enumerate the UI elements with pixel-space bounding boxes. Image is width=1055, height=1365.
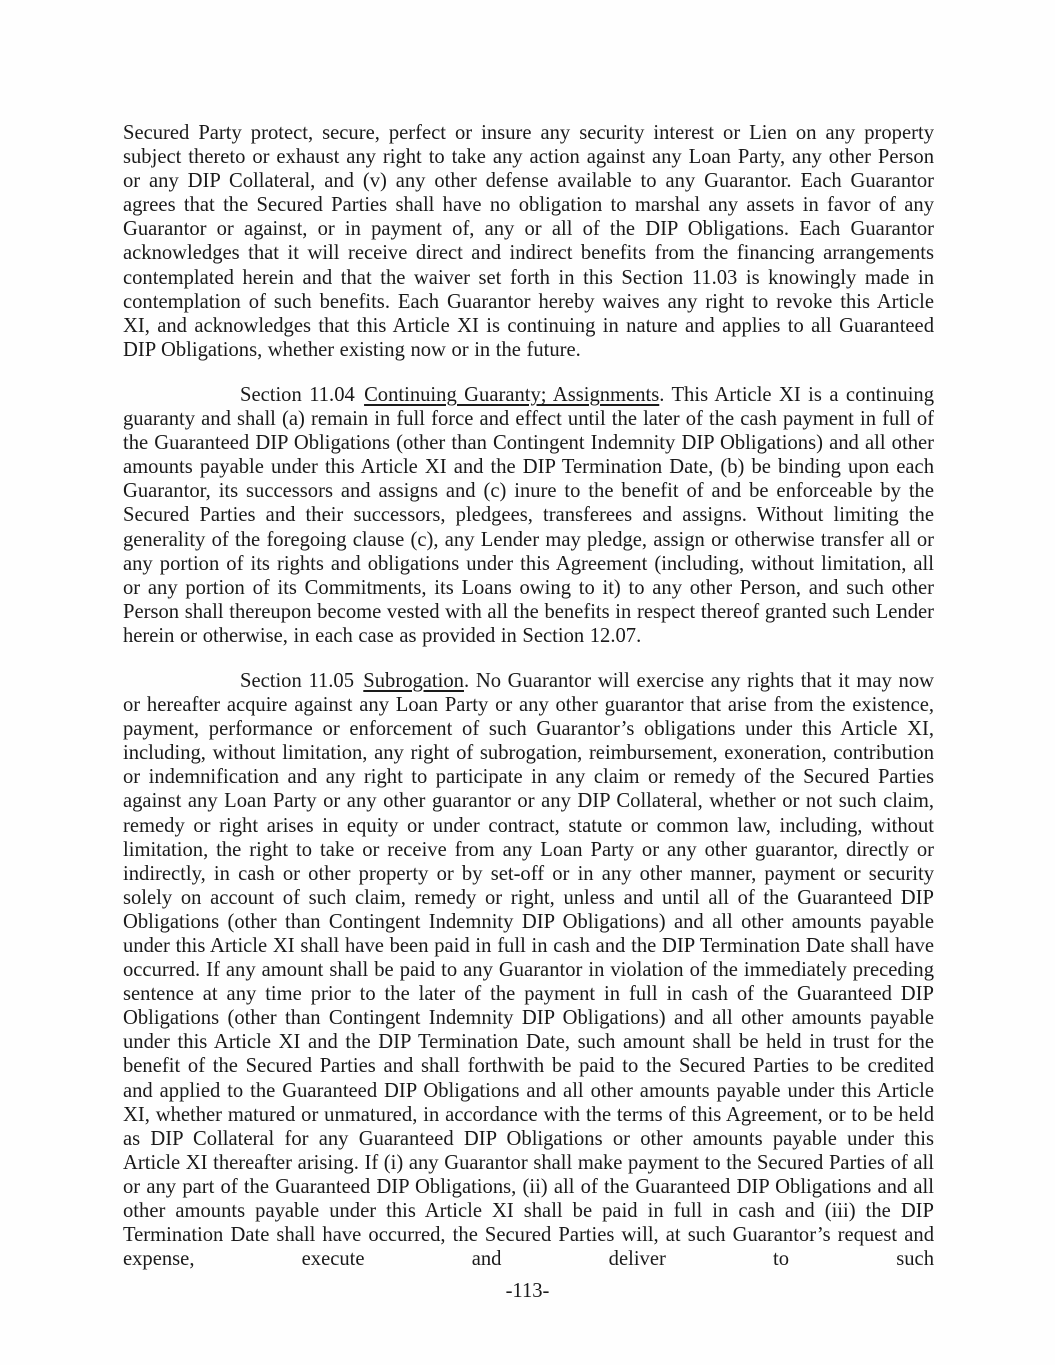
paragraph-text: . This Article XI is a continuing guaranty and shall (a) remain in full force and effect until the later of the cash payment in full of the Guaranteed DIP Obligations (other than Contingent Indemnity DIP Obligations) and all other amounts payable under this Article XI and the DIP Termination Date, (b) be binding upon each Guarantor, its successors and assigns and (c) inure to the benefit of and be enforceable by the Secured Parties and their successors, pledgees, transferees and assigns. Without limiting the generality of the foregoing clause (c), any Lender may pledge, assign or otherwise transfer all or any portion of its rights and obligations under this Agreement (including, without limitation, all or any portion of its Commitments, its Loans owing to it) to any other Person, and such other Person shall thereupon become vested with all the benefits in respect thereof granted such Lender herein or otherwise, in each case as provided in Section 12.07. bbox=[123, 383, 935, 647]
paragraph-text: . No Guarantor will exercise any rights that it may now or hereafter acquire against any Loan Party or any other guarantor that arise from the existence, payment, performance or enforcement of such Guarantor’s obligations under this Article XI, including, without limitation, any right of subrogation, reimbursement, exoneration, contribution or indemnification and any right to participate in any claim or remedy of the Secured Parties against any Loan Party or any other guarantor or any DIP Collateral, whether or not such claim, remedy or right arises in equity or under contract, statute or common law, including, without limitation, the right to take or receive from any Loan Party or any other guarantor, directly or indirectly, in cash or other property or by set-off or in any other manner, payment or security solely on account of such claim, remedy or right, unless and until all of the Guaranteed DIP Obligations (other than Contingent Indemnity DIP Obligations) and all other amounts payable under this Article XI shall have been paid in full in cash and the DIP Termination Date shall have occurred. If any amount shall be paid to any Guarantor in violation of the immediately preceding sentence at any time prior to the later of the payment in full in cash of the Guaranteed DIP Obligations (other than Contingent Indemnity DIP Obligations) and all other amounts payable under this Article XI and the DIP Termination Date, such amount shall be held in trust for the benefit of the Secured Parties and shall forthwith be paid to the Secured Parties to be credited and applied to the Guaranteed DIP Obligations and all other amounts payable under this Article XI, whether matured or unmatured, in accordance with the terms of this Agreement, or to be held as DIP Collateral for any Guaranteed DIP Obligations or other amounts payable under this Article XI thereafter arising. If (i) any Guarantor shall make payment to the Secured Parties of all or any part of the Guaranteed DIP Obligations, (ii) all of the Guaranteed DIP Obligations and all other amounts payable under this Article XI shall be paid in full in cash and (iii) the DIP Termination Date shall have occurred, the Secured Parties will, at such Guarantor’s request and expense, execute and deliver to such bbox=[123, 669, 935, 1271]
paragraph-section-11-04 bbox=[123, 383, 934, 648]
section-heading: Subrogation bbox=[363, 669, 464, 692]
section-number: Section 11.05 bbox=[240, 669, 355, 692]
document-body bbox=[123, 121, 934, 1292]
section-number: Section 11.04 bbox=[240, 383, 355, 406]
paragraph-section-11-05 bbox=[123, 669, 934, 1271]
paragraph-continuation-11-03 bbox=[123, 121, 934, 362]
paragraph-text: Secured Party protect, secure, perfect or insure any security interest or Lien on any property subject thereto or exhaust any right to take any action against any Loan Party, any other Person or any DIP Collateral, and (v) any other defense available to any Guarantor. Each Guarantor agrees that the Secured Parties shall have no obligation to marshal any assets in favor of any Guarantor or against, or in payment of, any or all of the DIP Obligations. Each Guarantor acknowledges that it will receive direct and indirect benefits from the financing arrangements contemplated herein and that the waiver set forth in this Section 11.03 is knowingly made in contemplation of such benefits. Each Guarantor hereby waives any right to revoke this Article XI, and acknowledges that this Article XI is continuing in nature and applies to all Guaranteed DIP Obligations, whether existing now or in the future. bbox=[123, 122, 934, 361]
page-number: -113- bbox=[505, 1280, 550, 1302]
section-heading: Continuing Guaranty; Assignments bbox=[364, 383, 660, 406]
